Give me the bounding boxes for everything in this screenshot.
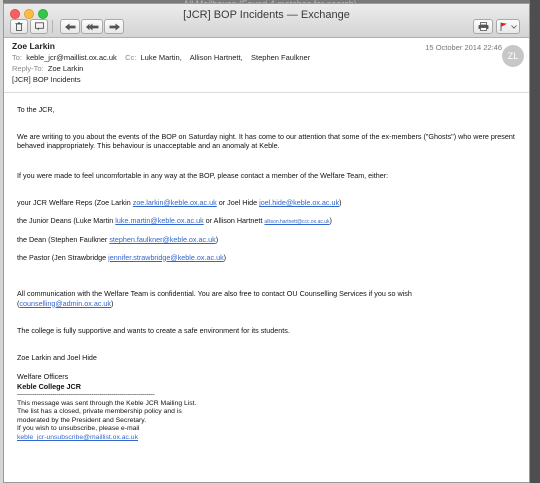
email-link[interactable]: joel.hide@keble.ox.ac.uk bbox=[259, 198, 340, 207]
cc-recipient[interactable]: Luke Martin, bbox=[140, 53, 182, 62]
signature-title: Welfare Officers bbox=[17, 372, 69, 381]
sender-name[interactable]: Zoe Larkin bbox=[12, 41, 55, 51]
message-body bbox=[17, 105, 522, 443]
title-bar bbox=[4, 4, 529, 38]
contact-text: ) bbox=[339, 198, 342, 207]
print-icon bbox=[478, 22, 489, 31]
footer-separator: ---------------------------------------------------------------------- bbox=[17, 391, 155, 398]
junk-icon bbox=[35, 22, 44, 31]
delete-button[interactable] bbox=[10, 19, 28, 34]
contact-text: ) bbox=[329, 215, 332, 225]
window-title: [JCR] BOP Incidents — Exchange bbox=[183, 9, 350, 21]
contact-text: or Joel Hide bbox=[216, 198, 260, 207]
contact-text: the Dean (Stephen Faulkner bbox=[17, 235, 110, 244]
header-divider bbox=[4, 92, 529, 93]
avatar: ZL bbox=[502, 45, 524, 67]
signoff: Zoe Larkin and Joel Hide bbox=[17, 352, 97, 362]
message-date: 15 October 2014 22:46 bbox=[425, 43, 502, 52]
contact-text: the Pastor (Jen Strawbridge bbox=[17, 252, 109, 262]
email-link[interactable]: zoe.larkin@keble.ox.ac.uk bbox=[132, 198, 217, 207]
paragraph-text: ( bbox=[17, 298, 20, 308]
email-link[interactable]: allison.hartnett@ccc.ox.ac.uk bbox=[264, 218, 330, 225]
paragraph-text: ) bbox=[111, 298, 114, 308]
cc-recipient[interactable]: Allison Hartnett, bbox=[189, 53, 243, 62]
chevron-down-icon bbox=[511, 25, 517, 29]
reply-button[interactable] bbox=[60, 19, 80, 34]
trash-icon bbox=[15, 22, 23, 31]
reply-all-icon bbox=[86, 23, 99, 31]
body-paragraph: The college is fully supportive and wants to create a safe environment for its students. bbox=[17, 326, 290, 335]
print-button[interactable] bbox=[473, 19, 493, 34]
subject-line: [JCR] BOP Incidents bbox=[12, 75, 81, 84]
contact-text: the Junior Deans (Luke Martin bbox=[17, 215, 116, 225]
reply-to-recipient[interactable]: Zoe Larkin bbox=[47, 64, 84, 73]
contact-line bbox=[17, 235, 522, 245]
contact-text: ) bbox=[215, 235, 219, 244]
footer-text: This message was sent through the Keble JCR Mailing List. bbox=[17, 399, 197, 407]
flag-icon bbox=[500, 22, 509, 31]
to-line bbox=[12, 52, 524, 63]
body-paragraph: If you were made to feel uncomfortable in any way at the BOP, please contact a member of the Welfare Team, either: bbox=[17, 170, 389, 180]
footer-text: The list has a closed, private membership policy and is bbox=[17, 408, 182, 416]
forward-button[interactable] bbox=[104, 19, 124, 34]
junk-button[interactable] bbox=[30, 19, 48, 34]
background-window-edge-right bbox=[530, 0, 540, 483]
contact-line bbox=[17, 253, 522, 263]
reply-to-label: Reply-To: bbox=[12, 64, 44, 73]
body-paragraph: We are writing to you about the events of the BOP on Saturday night. It has come to our attention that some of the ex-members ("Ghosts") who were present behaved inappropriately. This behaviour is unacceptable and an anomaly at Keble. bbox=[17, 131, 517, 150]
signature-org: Keble College JCR bbox=[17, 381, 81, 391]
contact-line bbox=[17, 216, 522, 228]
cc-recipient[interactable]: Stephen Faulkner bbox=[251, 53, 311, 62]
contact-line bbox=[17, 198, 522, 208]
email-link[interactable]: counselling@admin.ox.ac.uk bbox=[19, 298, 112, 308]
message-header bbox=[12, 41, 524, 84]
body-paragraph bbox=[17, 289, 522, 308]
mailing-list-footer bbox=[17, 391, 522, 443]
contact-text: ) bbox=[223, 252, 227, 262]
cc-label: Cc: bbox=[125, 53, 137, 62]
footer-text: If you wish to unsubscribe, please e-mail bbox=[17, 425, 140, 433]
to-label: To: bbox=[12, 53, 23, 62]
email-link[interactable]: luke.martin@keble.ox.ac.uk bbox=[115, 215, 204, 225]
unsubscribe-link[interactable]: keble_jcr-unsubscribe@maillist.ox.ac.uk bbox=[17, 433, 138, 441]
email-link[interactable]: stephen.faulkner@keble.ox.ac.uk bbox=[109, 235, 216, 244]
to-recipient[interactable]: keble_jcr@maillist.ox.ac.uk bbox=[26, 53, 117, 62]
paragraph-text: All communication with the Welfare Team is confidential. You are also free to contact OU Counselling Services if you so wish bbox=[17, 289, 412, 298]
contact-text: your JCR Welfare Reps (Zoe Larkin bbox=[17, 198, 133, 207]
message-window bbox=[3, 3, 530, 483]
reply-to-line bbox=[12, 63, 524, 74]
email-link[interactable]: jennifer.strawbridge@keble.ox.ac.uk bbox=[108, 252, 224, 262]
forward-icon bbox=[109, 23, 120, 31]
footer-text: moderated by the President and Secretary. bbox=[17, 416, 147, 424]
toolbar-separator bbox=[52, 20, 53, 33]
reply-all-button[interactable] bbox=[81, 19, 103, 34]
flag-button[interactable] bbox=[496, 19, 520, 34]
reply-icon bbox=[65, 23, 76, 31]
contact-text: or Allison Hartnett bbox=[203, 215, 265, 225]
greeting: To the JCR, bbox=[17, 105, 55, 114]
